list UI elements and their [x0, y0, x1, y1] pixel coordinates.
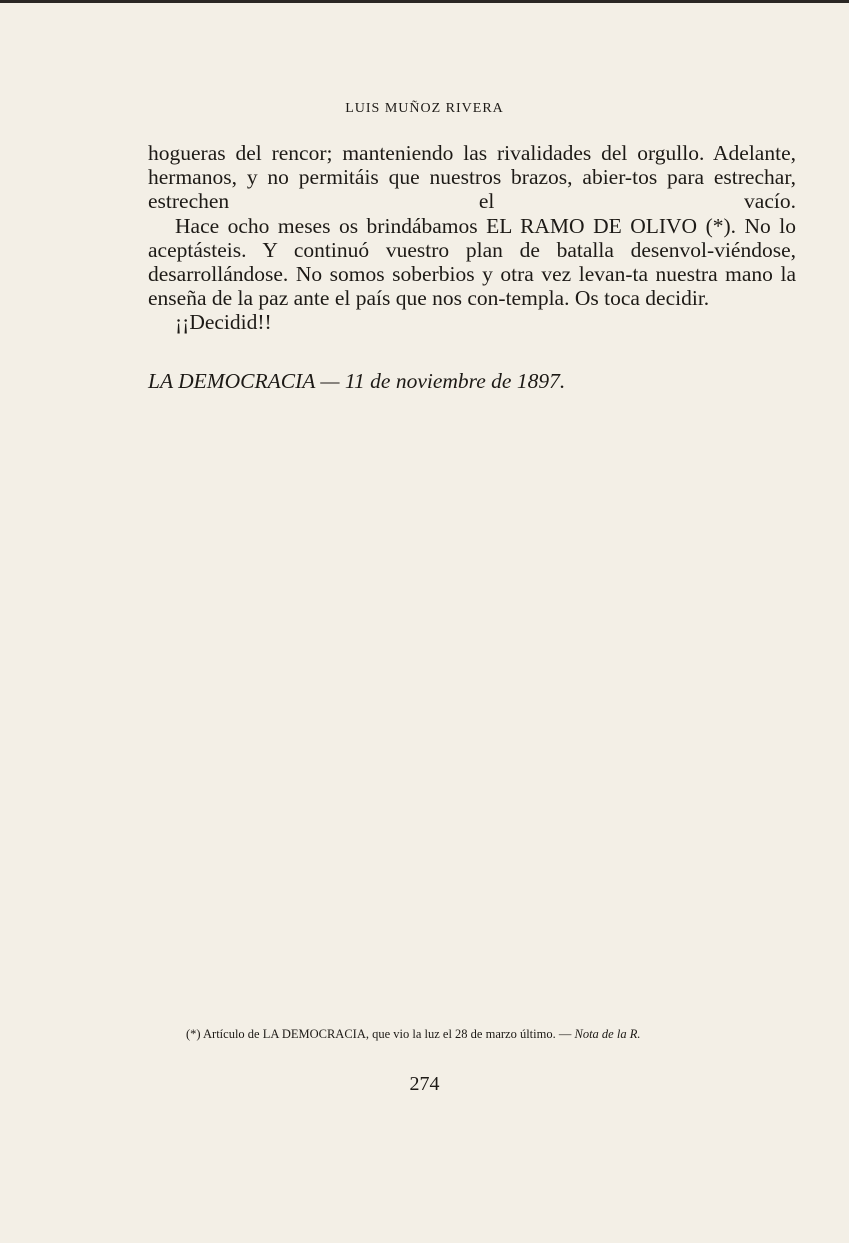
signature-line: LA DEMOCRACIA — 11 de noviembre de 1897. — [148, 369, 566, 393]
footnote-note: Nota de la R. — [574, 1027, 641, 1041]
paragraph-2: Hace ocho meses os brindábamos EL RAMO DE OLIVO (*). No lo aceptásteis. Y continuó vuestro plan de batalla desenvol-viéndose, desarrollándose. No somos soberbios y otra vez levan-ta nuestra mano la enseña de la paz ante el país que nos con-templa. Os toca decidir. — [148, 213, 796, 311]
paragraph-1: hogueras del rencor; manteniendo las rivalidades del orgullo. Adelante, hermanos, y no permitáis que nuestros brazos, abier-tos para estrechar, estrechen el vacío. — [148, 141, 796, 214]
page-edge — [0, 0, 849, 3]
footnote-text: (*) Artículo de LA DEMOCRACIA, que vio la luz el 28 de marzo último. — — [186, 1027, 572, 1041]
body-text — [148, 141, 796, 335]
footnote — [159, 1025, 799, 1043]
page-number: 274 — [409, 1073, 440, 1095]
running-header: LUIS MUÑOZ RIVERA — [345, 101, 504, 116]
paragraph-3: ¡¡Decidid!! — [175, 310, 272, 335]
